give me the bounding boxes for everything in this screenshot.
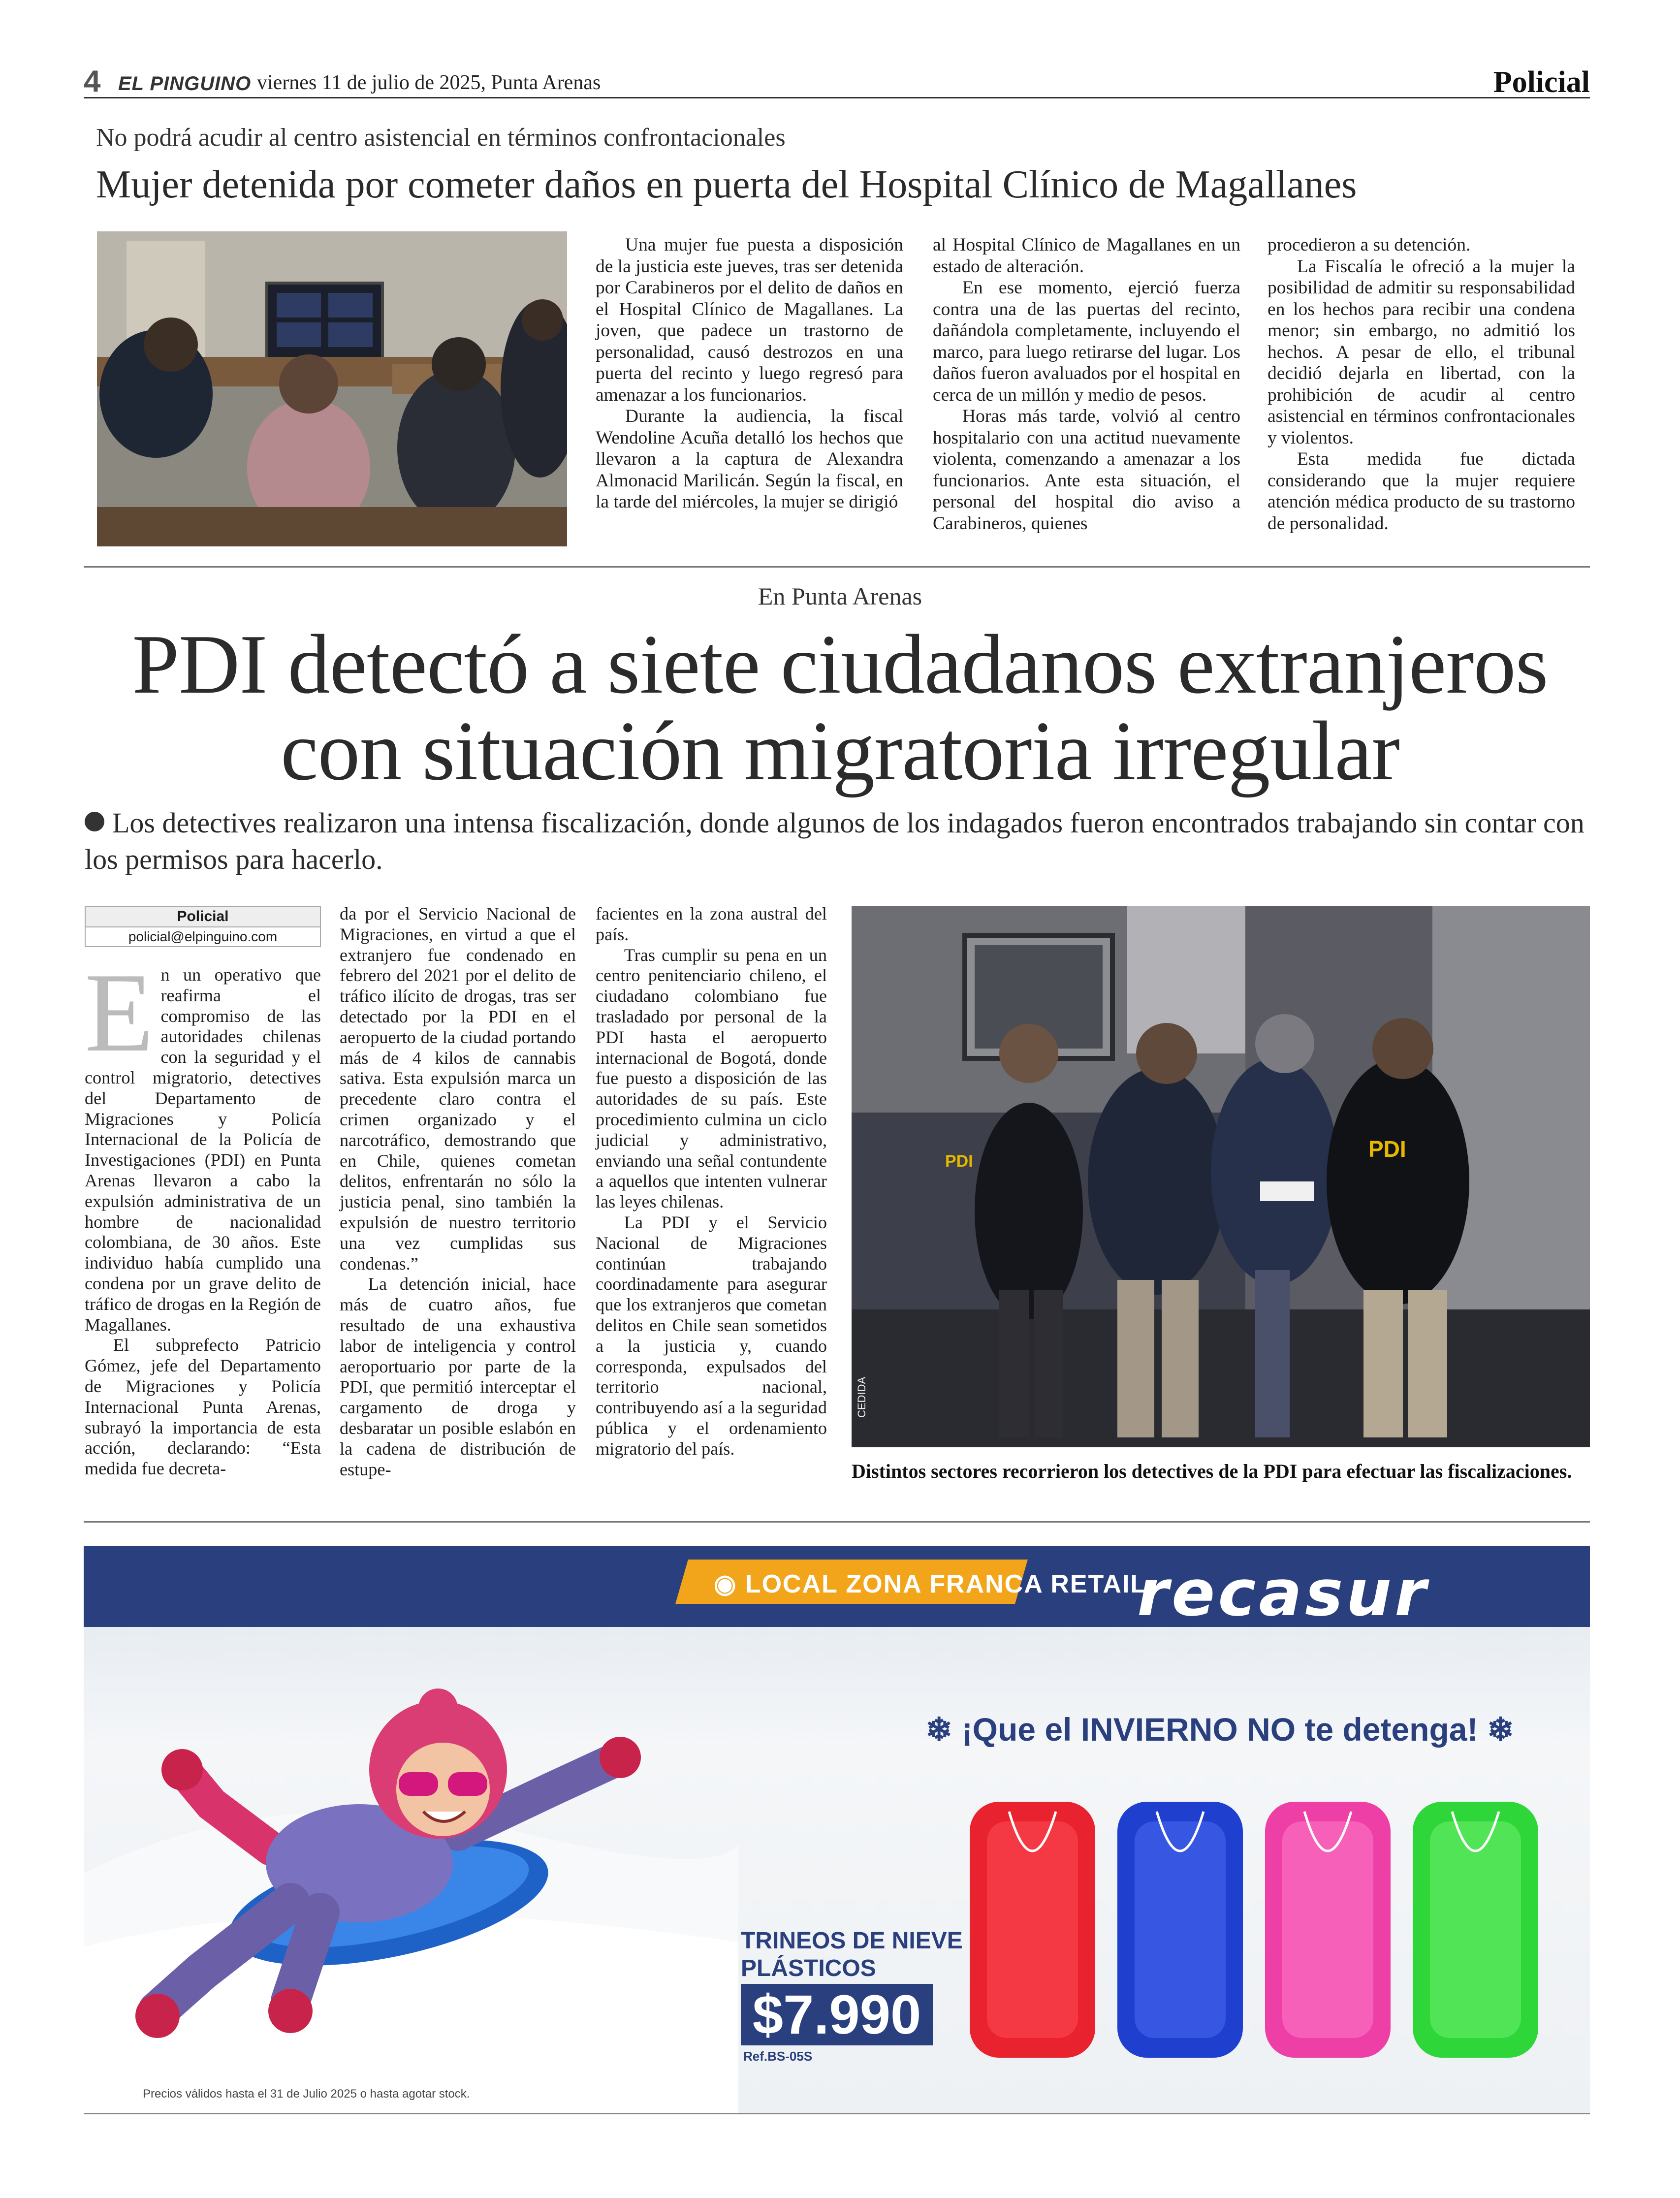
snowflake-icon: ❄ <box>925 1711 962 1748</box>
article2-pdi-detectives-photo <box>852 906 1590 1447</box>
article2-paragraph: La PDI y el Servicio Nacional de Migraciones continúan trabajando coordinadamente para asegurar que los extranjeros que cometan delitos en Chile sean sometidos a la justicia y, cuando corresponda, expulsados del territorio nacional, contribuyendo así a la seguridad pública y el ordenamiento migratorio del país. <box>596 1212 827 1459</box>
section-name: Policial <box>1493 65 1590 99</box>
article2-column-2 <box>340 904 576 1480</box>
byline-section: Policial <box>86 907 320 927</box>
red-sled <box>970 1802 1095 2058</box>
ad-location-label: ◉ LOCAL ZONA FRANCA RETAIL <box>714 1570 1147 1598</box>
byline-box <box>85 906 321 947</box>
article2-kicker: En Punta Arenas <box>758 582 922 610</box>
masthead-logo: EL PINGUINO <box>118 73 252 95</box>
article1-column-3 <box>1268 234 1575 534</box>
article1-headline: Mujer detenida por cometer daños en puerta del Hospital Clínico de Magallanes <box>96 163 1357 206</box>
ad-slogan: ❄ ¡Que el INVIERNO NO te detenga! ❄ <box>925 1711 1515 1748</box>
article2-paragraph <box>85 950 321 1335</box>
green-sled <box>1413 1802 1538 2058</box>
article2-paragraph: El subprefecto Patricio Gómez, jefe del Departamento de Migraciones y Policía Internacional Punta Arenas, subrayó la importancia de esta acción, declarando: “Esta medida fue decreta- <box>85 1335 321 1479</box>
sleds-product-image <box>965 1792 1551 2068</box>
article2-paragraph: da por el Servicio Nacional de Migraciones, en virtud a que el extranjero fue condenado en febrero del 2021 por el delito de tráfico ilícito de drogas, tras ser detectado por la PDI en el aeropuerto de la ciudad portando más de 4 kilos de cannabis sativa. Esta expulsión marca un precedente claro contra el crimen organizado y el narcotráfico, demostrando que en Chile, quienes cometan delitos, enfrentarán no sólo la justicia penal, sino también la expulsión de nuestro territorio una vez cumplidas sus condenas.” <box>340 904 576 1274</box>
section-divider <box>84 1521 1590 1523</box>
article1-courtroom-photo <box>97 231 567 546</box>
article1-kicker: No podrá acudir al centro asistencial en términos confrontacionales <box>96 124 786 152</box>
article2-deck <box>85 805 1591 878</box>
article2-column-3 <box>596 904 827 1460</box>
drop-cap: E <box>85 950 154 1075</box>
article2-headline <box>0 618 1680 798</box>
photo-credit: CEDIDA <box>856 1376 868 1418</box>
vest-label: PDI <box>945 1152 973 1171</box>
vest-label: PDI <box>1368 1136 1406 1162</box>
ad-product-ref: Ref.BS-05S <box>743 2049 813 2064</box>
pink-sled <box>1265 1802 1391 2058</box>
ad-disclaimer: Precios válidos hasta el 31 de Julio 2025 o hasta agotar stock. <box>143 2087 470 2101</box>
article1-column-2 <box>933 234 1240 534</box>
pdi-photo-illustration <box>852 906 1590 1447</box>
article2-column-1 <box>85 950 321 1479</box>
article1-paragraph: La Fiscalía le ofreció a la mujer la posibilidad de admitir su responsabilidad en los hechos para recibir una condena menor; sin embargo, no admitió los hechos. A pesar de ello, el tribunal decidió dejarla en libertad, con la prohibición de acudir al centro asistencial en términos confrontacionales y violentos. <box>1268 256 1575 448</box>
recasur-logo: recasur <box>1137 1556 1429 1630</box>
location-pin-icon: ◉ <box>714 1570 745 1598</box>
article1-paragraph: Horas más tarde, volvió al centro hospitalario con una actitud nuevamente violenta, comenzando a amenazar a los funcionarios. Ante esta situación, el personal del hospital dio aviso a Carabineros, quienes <box>933 406 1240 534</box>
ad-product-title: TRINEOS DE NIEVE PLÁSTICOS <box>741 1928 963 1981</box>
article1-paragraph: En ese momento, ejerció fuerza contra una de las puertas del recinto, dañándola completamente, incluyendo el marco, para luego retirarse del lugar. Los daños fueron avaluados por el hospital en cerca de un millón y medio de pesos. <box>933 278 1240 405</box>
article1-paragraph: Esta medida fue dictada considerando que la mujer requiere atención médica producto de su trastorno de personalidad. <box>1268 449 1575 534</box>
page-header <box>84 59 1590 98</box>
article2-deck-text: Los detectives realizaron una intensa fiscalización, donde algunos de los indagados fueron encontrados trabajando sin contar con los permisos para hacerlo. <box>85 807 1585 875</box>
kid-sledding-illustration <box>84 1627 738 2114</box>
courtroom-photo-illustration <box>97 231 567 546</box>
blue-sled <box>1117 1802 1243 2058</box>
section-divider <box>84 566 1590 568</box>
article1-paragraph: procedieron a su detención. <box>1268 235 1471 255</box>
photo-caption: Distintos sectores recorrieron los detectives de la PDI para efectuar las fiscalizaciones. <box>852 1460 1572 1482</box>
article2-headline-line: PDI detectó a siete ciudadanos extranjeros <box>132 618 1548 711</box>
article2-paragraph: facientes en la zona austral del país. <box>596 904 827 944</box>
ad-price: $7.990 <box>752 1984 921 2045</box>
page-number: 4 <box>84 64 101 98</box>
bullet-icon <box>85 812 104 831</box>
article1-column-1 <box>596 234 903 513</box>
article2-paragraph-text: n un operativo que reafirma el compromiso de las autoridades chilenas con la seguridad y el control migratorio, detectives del Departamento de Migraciones y Policía Internacional de la Policía de Investigaciones (PDI) en Punta Arenas llevaron a cabo la expulsión administrativa de un hombre de nacionalidad colombiana, de 30 años. Este individuo había cumplido una condena por un grave delito de tráfico de drogas en la Región de Magallanes. <box>85 965 321 1335</box>
dateline: viernes 11 de julio de 2025, Punta Arenas <box>257 71 601 94</box>
article1-paragraph: Durante la audiencia, la fiscal Wendoline Acuña detalló los hechos que llevaron a la captura de Alexandra Almonacid Marilicán. Según la fiscal, en la tarde del miércoles, la mujer se dirigió <box>596 406 903 512</box>
recasur-advertisement[interactable] <box>84 1546 1590 2114</box>
article1-paragraph: Una mujer fue puesta a disposición de la justicia este jueves, tras ser detenida por Carabineros por el delito de daños en el Hospital Clínico de Magallanes. La joven, que padece un trastorno de personalidad, causó destrozos en una puerta del recinto y luego regresó para amenazar a los funcionarios. <box>596 235 903 405</box>
article2-paragraph: Tras cumplir su pena en un centro penitenciario chileno, el ciudadano colombiano fue trasladado por personal de la PDI hasta el aeropuerto internacional de Bogotá, donde fue puesto a disposición de las autoridades de su país. Este procedimiento culmina un ciclo judicial y administrativo, enviando una señal contundente a aquellos que intenten vulnerar las leyes chilenas. <box>596 945 827 1212</box>
article2-headline-line: con situación migratoria irregular <box>281 704 1399 798</box>
byline-email: policial@elpinguino.com <box>128 929 278 944</box>
snowflake-icon: ❄ <box>1478 1711 1515 1748</box>
article2-paragraph: La detención inicial, hace más de cuatro años, fue resultado de una exhaustiva labor de inteligencia y control aeroportuario por parte de la PDI, que permitió interceptar el cargamento de droga y desbaratar un posible eslabón en la cadena de distribución de estupe- <box>340 1274 576 1479</box>
article1-paragraph: al Hospital Clínico de Magallanes en un estado de alteración. <box>933 235 1240 277</box>
